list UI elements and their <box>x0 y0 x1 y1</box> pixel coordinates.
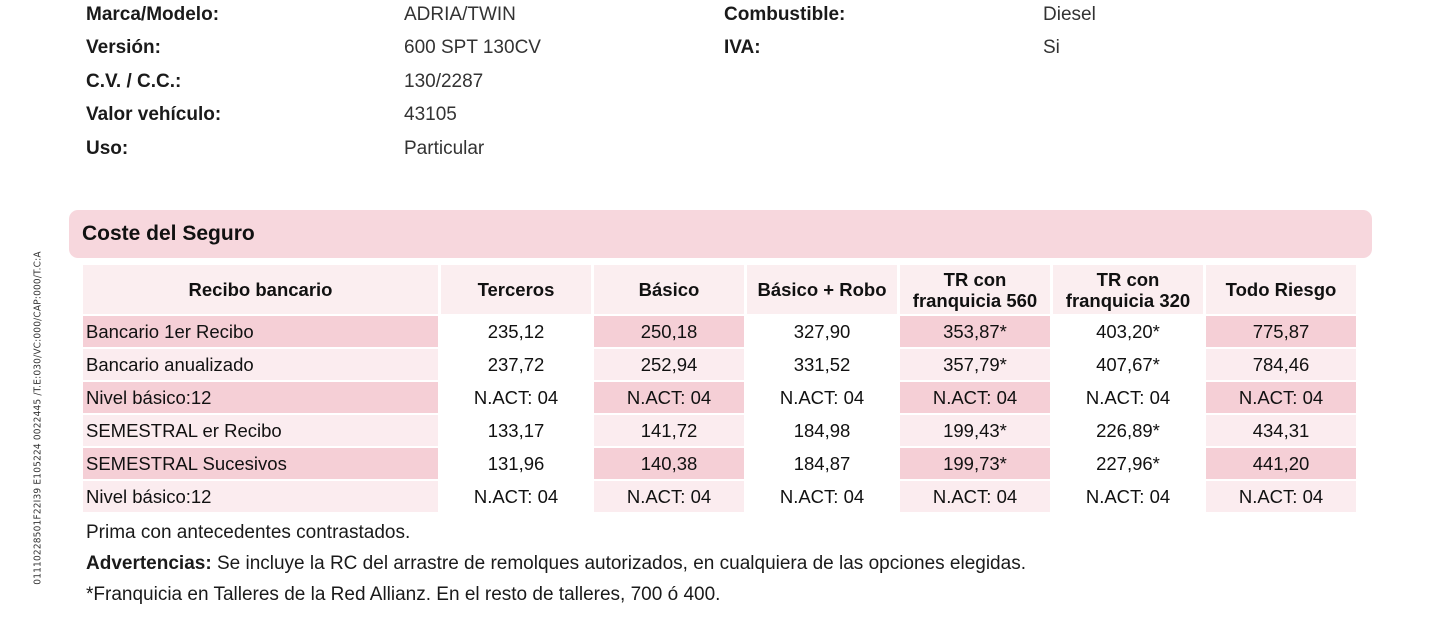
table-cell: N.ACT: 04 <box>900 382 1050 413</box>
table-cell: 434,31 <box>1206 415 1356 446</box>
table-cell: N.ACT: 04 <box>1053 382 1203 413</box>
table-cell: 250,18 <box>594 316 744 347</box>
table-cell: N.ACT: 04 <box>1053 481 1203 512</box>
column-header: Recibo bancario <box>83 265 438 314</box>
table-cell: 403,20* <box>1053 316 1203 347</box>
insurance-cost-section <box>69 210 1372 258</box>
table-cell: 199,73* <box>900 448 1050 479</box>
table-cell: 353,87* <box>900 316 1050 347</box>
table-cell: N.ACT: 04 <box>1206 481 1356 512</box>
column-header: Terceros <box>441 265 591 314</box>
vehicle-label: C.V. / C.C.: <box>86 71 182 92</box>
table-cell: N.ACT: 04 <box>594 481 744 512</box>
vehicle-label: Versión: <box>86 37 161 58</box>
vehicle-value: 130/2287 <box>404 71 484 92</box>
column-header: Básico <box>594 265 744 314</box>
column-header: TR con franquicia 320 <box>1053 265 1203 314</box>
table-cell: 252,94 <box>594 349 744 380</box>
franquicia-note: *Franquicia en Talleres de la Red Allianz. En el resto de talleres, 700 ó 400. <box>86 584 721 605</box>
column-header: Todo Riesgo <box>1206 265 1356 314</box>
vehicle-value: 43105 <box>404 104 457 125</box>
prima-note: Prima con antecedentes contrastados. <box>86 522 411 543</box>
row-label: Bancario 1er Recibo <box>83 316 438 347</box>
table-row <box>83 415 1356 446</box>
table-cell: 407,67* <box>1053 349 1203 380</box>
row-label: SEMESTRAL Sucesivos <box>83 448 438 479</box>
vehicle-label: Valor vehículo: <box>86 104 222 125</box>
vehicle-label: IVA: <box>724 37 761 58</box>
row-label: SEMESTRAL er Recibo <box>83 415 438 446</box>
premium-table <box>80 263 1359 514</box>
table-cell: 775,87 <box>1206 316 1356 347</box>
table-cell: 131,96 <box>441 448 591 479</box>
table-cell: 237,72 <box>441 349 591 380</box>
document-reference-code: 01110228501F22I39 E105224 0022445 /T.E:030/VC:000/CAP:000/T.C:A <box>32 251 44 585</box>
table-cell: N.ACT: 04 <box>900 481 1050 512</box>
table-cell: N.ACT: 04 <box>747 382 897 413</box>
vehicle-value: Particular <box>404 138 485 159</box>
table-cell: 357,79* <box>900 349 1050 380</box>
table-cell: 235,12 <box>441 316 591 347</box>
table-row <box>83 316 1356 347</box>
table-cell: 199,43* <box>900 415 1050 446</box>
table-row <box>83 448 1356 479</box>
vehicle-value: 600 SPT 130CV <box>404 37 541 58</box>
table-cell: 784,46 <box>1206 349 1356 380</box>
vehicle-value: Diesel <box>1043 4 1096 25</box>
table-cell: 227,96* <box>1053 448 1203 479</box>
advertencias-note <box>86 548 1026 579</box>
footnotes <box>86 517 1026 610</box>
table-cell: N.ACT: 04 <box>441 382 591 413</box>
table-cell: 441,20 <box>1206 448 1356 479</box>
table-row <box>83 382 1356 413</box>
table-cell: 327,90 <box>747 316 897 347</box>
advertencias-label: Advertencias: <box>86 553 212 574</box>
table-cell: 184,87 <box>747 448 897 479</box>
column-header: TR con franquicia 560 <box>900 265 1050 314</box>
table-cell: 140,38 <box>594 448 744 479</box>
vehicle-value: ADRIA/TWIN <box>404 4 516 25</box>
table-cell: N.ACT: 04 <box>594 382 744 413</box>
row-label: Bancario anualizado <box>83 349 438 380</box>
table-cell: 226,89* <box>1053 415 1203 446</box>
section-title: Coste del Seguro <box>69 210 1372 258</box>
table-cell: 184,98 <box>747 415 897 446</box>
row-label: Nivel básico:12 <box>83 481 438 512</box>
table-cell: 141,72 <box>594 415 744 446</box>
table-header-row <box>83 265 1356 314</box>
row-label: Nivel básico:12 <box>83 382 438 413</box>
advertencias-text: Se incluye la RC del arrastre de remolques autorizados, en cualquiera de las opciones elegidas. <box>211 553 1026 574</box>
vehicle-label: Combustible: <box>724 4 846 25</box>
column-header: Básico + Robo <box>747 265 897 314</box>
vehicle-label: Uso: <box>86 138 129 159</box>
table-row <box>83 481 1356 512</box>
table-row <box>83 349 1356 380</box>
table-cell: N.ACT: 04 <box>747 481 897 512</box>
vehicle-value: Si <box>1043 37 1060 58</box>
table-cell: N.ACT: 04 <box>441 481 591 512</box>
vehicle-label: Marca/Modelo: <box>86 4 220 25</box>
table-cell: 133,17 <box>441 415 591 446</box>
table-cell: 331,52 <box>747 349 897 380</box>
table-cell: N.ACT: 04 <box>1206 382 1356 413</box>
